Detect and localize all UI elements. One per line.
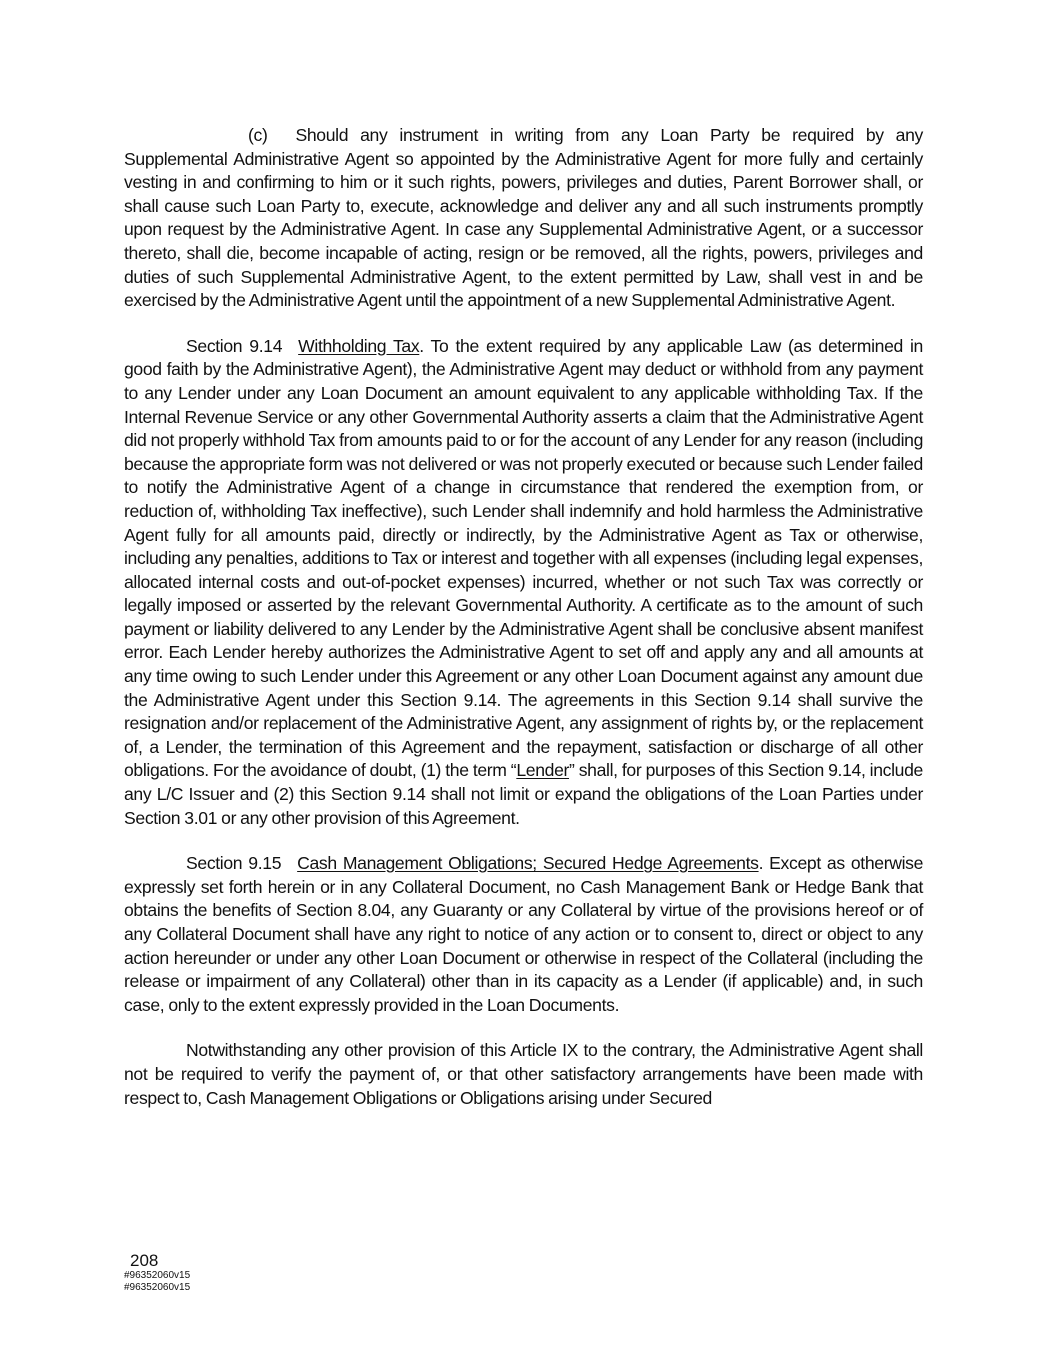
paragraph-text: Notwithstanding any other provision of this Article IX to the contrary, the Administrative Agent shall not be required to verify the payment of, or that other satisfactory arrangements have been made with respect to, Cash Management Obligations or Obligations arising under Secured	[124, 1040, 923, 1108]
page-number: 208	[130, 1251, 159, 1270]
section-heading: Withholding Tax	[298, 335, 420, 356]
section-heading: Cash Management Obligations; Secured Hedge Agreements	[297, 853, 759, 874]
section-text-continued: ” shall, for purposes of this Section 9.14, include any L/C Issuer and (2) this Section 9.14 shall not limit or expand the obligations of the Loan Parties under Section 3.01 or any other provision of this Agreement.	[124, 760, 923, 828]
notwithstanding-paragraph	[124, 1039, 923, 1110]
paragraph-c	[124, 124, 923, 313]
page-body	[124, 124, 923, 1132]
clause-marker: (c)	[248, 125, 268, 145]
section-text: . To the extent required by any applicable Law (as determined in good faith by the Administrative Agent), the Administrative Agent may deduct or withhold from any payment to any Lender under any Loan Document an amount equivalent to any applicable withholding Tax. If the Internal Revenue Service or any other Governmental Authority asserts a claim that the Administrative Agent did not properly withhold Tax from amounts paid to or for the account of any Lender for any reason (including because the appropriate form was not delivered or was not properly executed or because such Lender failed to notify the Administrative Agent of a change in circumstance that rendered the exemption from, or reduction of, withholding Tax ineffective), such Lender shall indemnify and hold harmless the Administrative Agent fully for all amounts paid, directly or indirectly, by the Administrative Agent as Tax or otherwise, including any penalties, additions to Tax or interest and together with all expenses (including legal expenses, allocated internal costs and out-of-pocket expenses) incurred, whether or not such Tax was correctly or legally imposed or asserted by the relevant Governmental Authority. A certificate as to the amount of such payment or liability delivered to any Lender by the Administrative Agent shall be conclusive absent manifest error. Each Lender hereby authorizes the Administrative Agent to set off and apply any and all amounts at any time owing to such Lender under this Agreement or any other Loan Document against any amount due the Administrative Agent under this Section 9.14. The agreements in this Section 9.14 shall survive the resignation and/or replacement of the Administrative Agent, any assignment of rights by, or the replacement of, a Lender, the termination of this Agreement and the repayment, satisfaction or discharge of all other obligations. For the avoidance of doubt, (1) the term “	[124, 335, 923, 781]
document-id: #96352060v15	[124, 1270, 191, 1281]
section-number: Section 9.14	[186, 335, 283, 356]
section-9-15	[124, 852, 923, 1017]
section-number: Section 9.15	[186, 853, 282, 874]
section-text: . Except as otherwise expressly set forth herein or in any Collateral Document, no Cash Management Bank or Hedge Bank that obtains the benefits of Section 8.04, any Guaranty or any Collateral by virtue of the provisions hereof or of any Collateral Document shall have any right to notice of any action or to consent to, direct or object to any action hereunder or under any other Loan Document or otherwise in respect of the Collateral (including the release or impairment of any Collateral) other than in its capacity as a Lender (if applicable) and, in such case, only to the extent expressly provided in the Loan Documents.	[124, 853, 924, 1015]
section-9-14	[124, 335, 923, 830]
document-id-duplicate: #96352060v15	[124, 1281, 191, 1293]
defined-term: Lender	[516, 760, 570, 781]
paragraph-text: Should any instrument in writing from any Loan Party be required by any Supplemental Administrative Agent so appointed by the Administrative Agent for more fully and certainly vesting in and confirming to him or it such rights, powers, privileges and duties, Parent Borrower shall, or shall cause such Loan Party to, execute, acknowledge and deliver any and all such instruments promptly upon request by the Administrative Agent. In case any Supplemental Administrative Agent, or a successor thereto, shall die, become incapable of acting, resign or be removed, all the rights, powers, privileges and duties of such Supplemental Administrative Agent, to the extent permitted by Law, shall vest in and be exercised by the Administrative Agent until the appointment of a new Supplemental Administrative Agent.	[124, 125, 923, 311]
page-footer	[124, 1252, 190, 1293]
